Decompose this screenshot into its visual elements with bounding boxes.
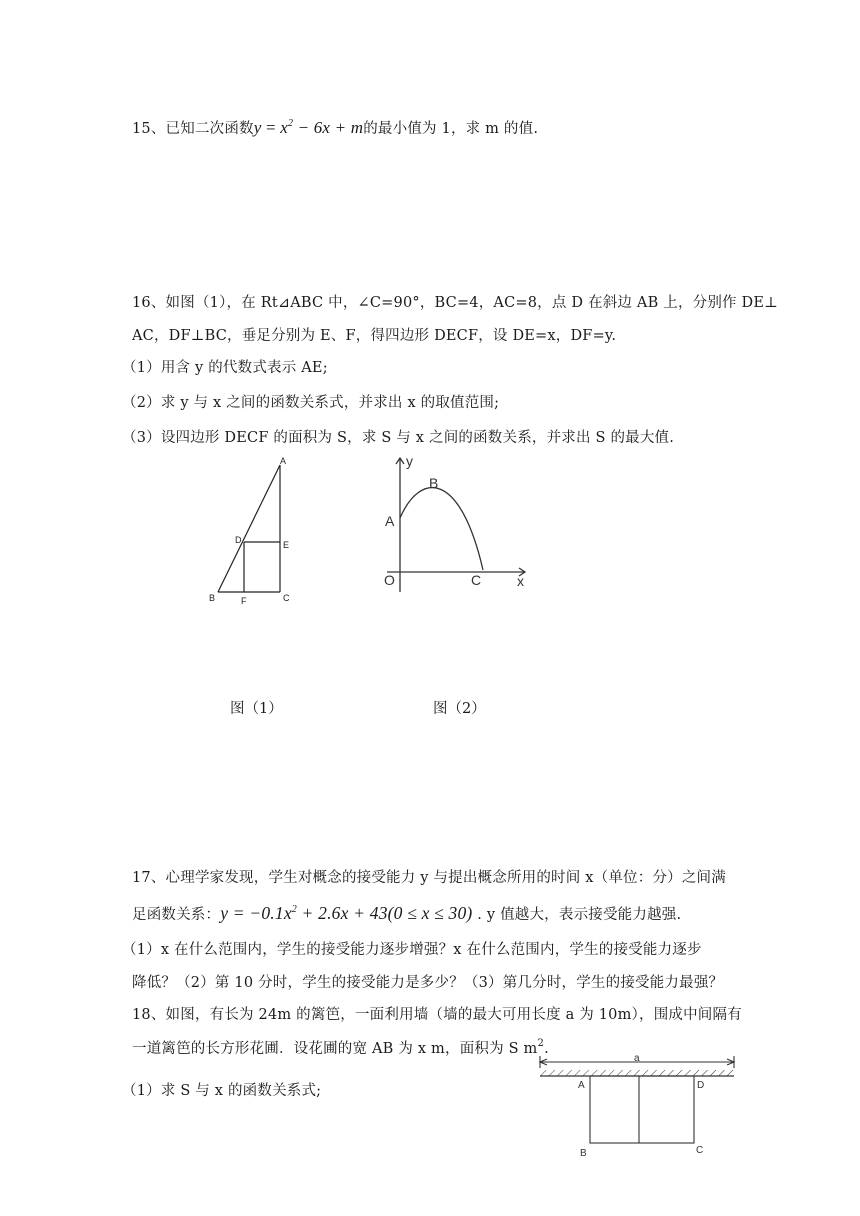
q15-line — [132, 118, 538, 139]
label-x: x — [517, 573, 524, 589]
label-f: F — [241, 596, 247, 606]
label-o: O — [384, 572, 395, 588]
label-b: B — [580, 1148, 587, 1159]
figure2-caption: 图（2） — [433, 701, 486, 717]
q18-part1: （1）求 S 与 x 的函数关系式; — [122, 1083, 322, 1099]
figure-parabola — [375, 452, 535, 602]
q17-line4: 降低？（2）第 10 分时，学生的接受能力是多少？（3）第几分时，学生的接受能力最强？ — [132, 975, 724, 991]
q16-part3: （3）设四边形 DECF 的面积为 S，求 S 与 x 之间的函数关系，并求出 S 的最大值. — [122, 430, 675, 446]
figure-triangle — [200, 455, 310, 615]
label-c: C — [283, 593, 290, 603]
label-d: D — [697, 1080, 705, 1091]
label-d: D — [235, 535, 242, 545]
label-a: A — [385, 513, 395, 529]
q17-formula: $y = -0.1x^2 + 2.6x + 43(0 \le x \le 30)$ — [220, 903, 473, 923]
label-e: E — [283, 540, 290, 550]
figure1-caption: 图（1） — [230, 701, 283, 717]
label-c: C — [471, 572, 482, 588]
q16-part1: （1）用含 y 的代数式表示 AE; — [122, 360, 328, 376]
label-b: B — [429, 475, 439, 491]
garden-rect — [590, 1076, 694, 1143]
q18-line1: 18、如图，有长为 24m 的篱笆，一面利用墙（墙的最大可用长度 a 为 10m），围成中间隔有 — [132, 1007, 742, 1023]
parabola-curve — [400, 488, 483, 570]
label-a: A — [280, 456, 287, 466]
label-c: C — [696, 1145, 704, 1156]
label-b: B — [209, 593, 216, 603]
q17-line2: 足函数关系：$y = -0.1x^2 + 2.6x + 43(0 \le x \le 30)$ . y 值越大，表示接受能力越强. — [132, 903, 682, 923]
q16-line2: AC，DF⊥BC，垂足分别为 E、F，得四边形 DECF，设 DE=x，DF=y. — [132, 328, 617, 344]
q17-line3: （1）x 在什么范围内，学生的接受能力逐步增强？x 在什么范围内，学生的接受能力逐步 — [122, 942, 702, 958]
q15-suffix: 的最小值为 1，求 m 的值. — [363, 121, 539, 137]
segment-ab — [218, 465, 280, 592]
label-a: A — [578, 1080, 585, 1091]
q15-formula: $y = x^2 - 6x + m$ — [253, 118, 364, 137]
q16-line1: 16、如图（1），在 Rt⊿ABC 中，∠C=90°，BC=4，AC=8，点 D 在斜边 AB 上，分别作 DE⊥ — [132, 295, 778, 311]
q17-line1: 17、心理学家发现，学生对概念的接受能力 y 与提出概念所用的时间 x（单位：分）之间满 — [132, 870, 726, 886]
figure-garden — [532, 1050, 742, 1160]
q16-part2: （2）求 y 与 x 之间的函数关系式，并求出 x 的取值范围; — [122, 395, 500, 411]
q18-line2: 一道篱笆的长方形花圃．设花圃的宽 AB 为 x m，面积为 S $m^2$. — [132, 1038, 549, 1057]
label-y: y — [406, 453, 413, 469]
label-a-length: a — [634, 1053, 640, 1064]
q15-prefix: 15、已知二次函数 — [132, 121, 254, 137]
wall — [540, 1070, 734, 1076]
